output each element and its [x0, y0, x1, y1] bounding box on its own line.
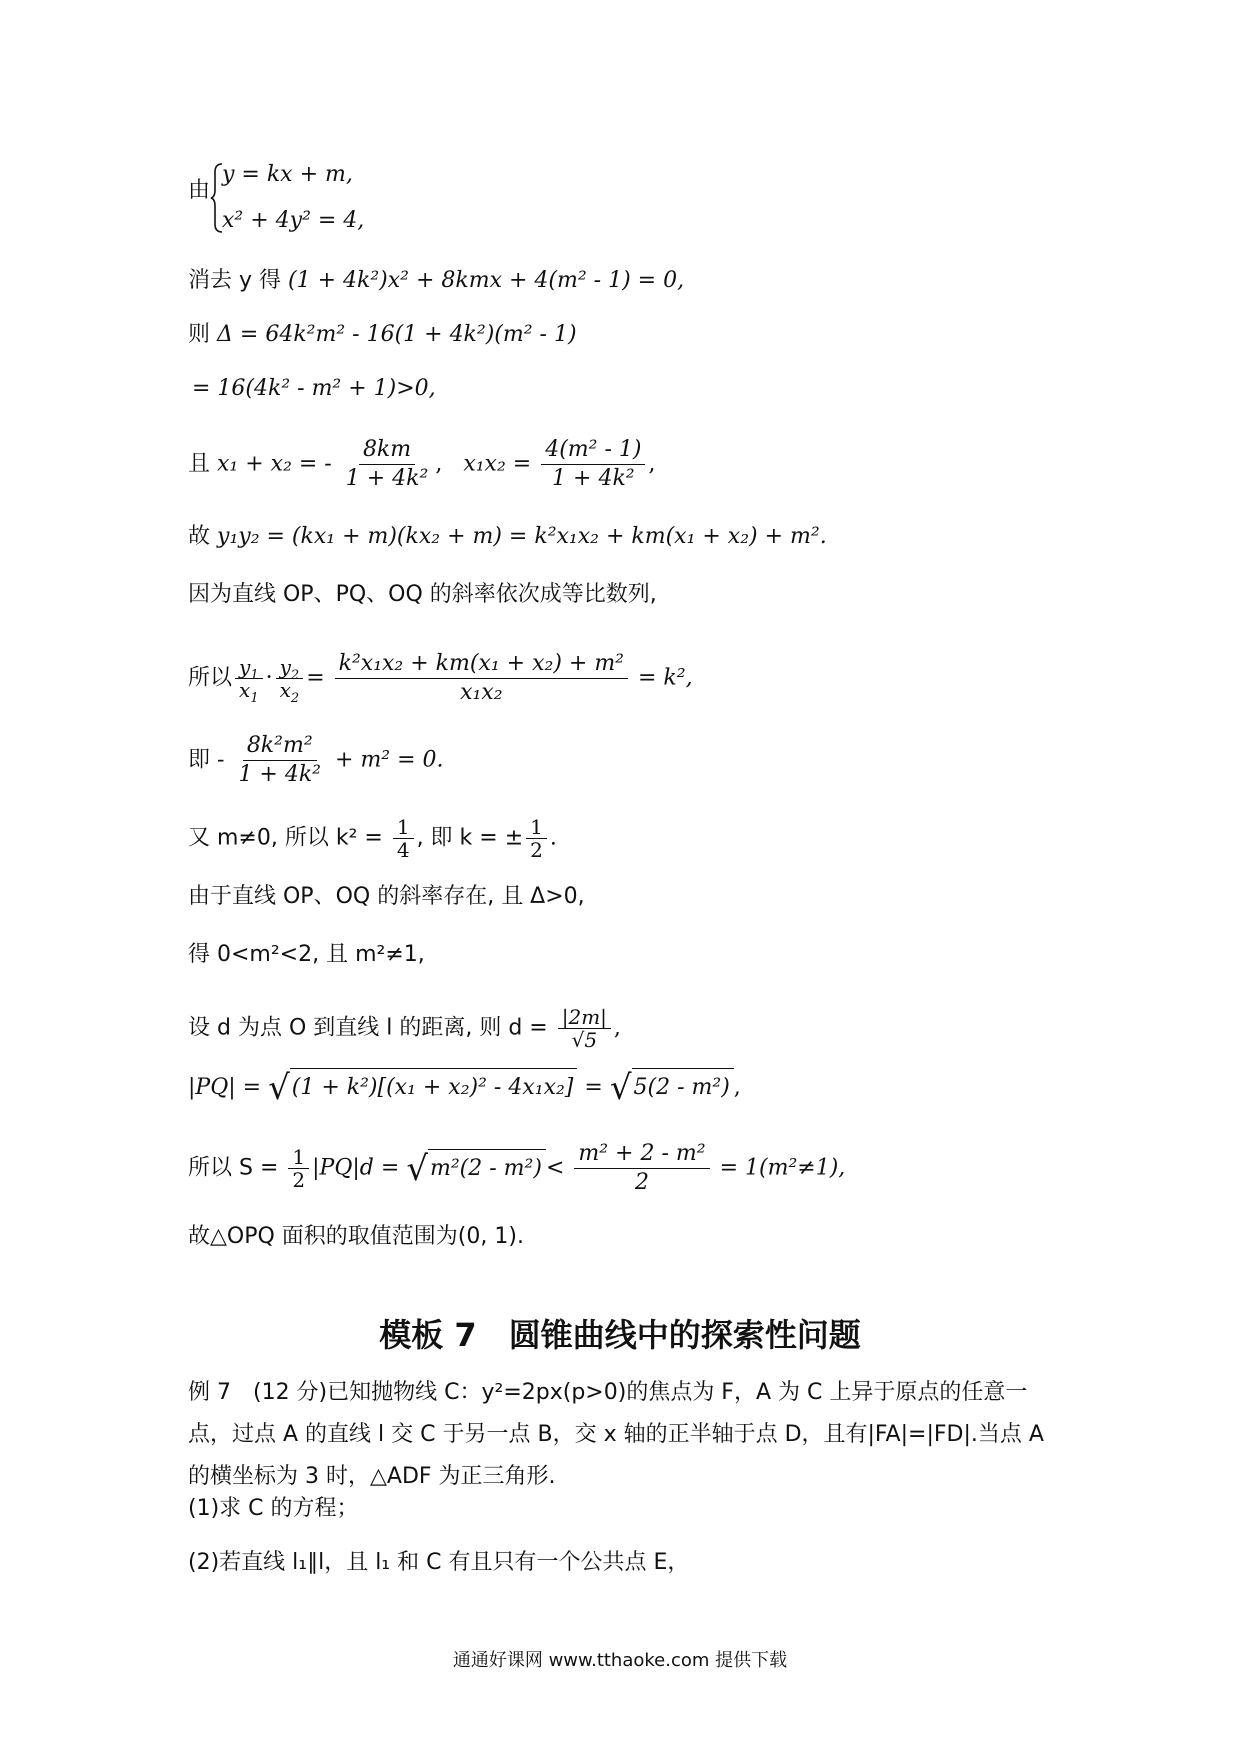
quarter-fraction: [393, 816, 414, 861]
suoyi-label: 所以: [188, 665, 233, 691]
sum-fraction: [342, 436, 433, 493]
sum-numerator: 8km: [359, 436, 415, 465]
delta-prefix: 则: [188, 322, 211, 347]
ji-denominator: 1 + 4k²: [238, 762, 322, 787]
quarter-denominator: 4: [396, 838, 410, 862]
pq-sqrt-1: √ (1 + k²)[(x₁ + x₂)² - 4x₁x₂]: [268, 1068, 577, 1108]
half-numerator: 1: [526, 816, 547, 839]
area-sqrt: √ m²(2 - m²): [406, 1149, 546, 1189]
system-equation-1: y = kx + m,: [222, 162, 353, 187]
ratio-text: 因为直线 OP、PQ、OQ 的斜率依次成等比数列,: [188, 582, 657, 607]
example-part-2: (2)若直线 l₁∥l，且 l₁ 和 C 有且只有一个公共点 E，: [188, 1550, 690, 1575]
prod-fraction: [541, 436, 645, 493]
ratio-numerator: k²x₁x₂ + km(x₁ + x₂) + m²: [335, 650, 628, 679]
pq-lhs: |PQ| =: [188, 1075, 262, 1100]
system-equation-2: x² + 4y² = 4,: [222, 208, 365, 233]
k-value-line: 又 m≠0, 所以 k² = $\frac{1}{4}$ , 即 k = ± $\frac{1}{2}$ .: [188, 815, 557, 862]
distance-line: 设 d 为点 O 到直线 l 的距离, 则 d = $\frac{|2m|}{√5}$ ,: [188, 1005, 621, 1052]
y1y2-line: [188, 522, 827, 552]
half-fraction: [526, 816, 547, 861]
conclusion-text: 故△OPQ 面积的取值范围为(0, 1).: [188, 1224, 524, 1249]
distance-root-value: 5: [584, 1028, 598, 1052]
area-radicand: m²(2 - m²): [428, 1149, 546, 1189]
quarter-numerator: 1: [393, 816, 414, 839]
area-prefix: 所以 S =: [188, 1155, 279, 1181]
distance-prefix: 设 d 为点 O 到直线 l 的距离, 则 d =: [188, 1015, 548, 1041]
pq-line: |PQ| = √ (1 + k²)[(x₁ + x₂)² - 4x₁x₂] = √ 5(2 - m²) ,: [188, 1068, 741, 1108]
ratio-line: 所以 $\frac{y_1}{x_1}$ · $\frac{y_2}{x_2}$ = $\frac{\text{k²x₁x₂ + km(x₁ + x₂) + m²}}{\text{x₁x₂}}$ = k²,: [188, 651, 693, 706]
area-mid: |PQ|d =: [312, 1155, 400, 1181]
ratio-rhs: = k²,: [638, 665, 693, 691]
area-line: [188, 1140, 845, 1197]
k-mid: , 即 k = ±: [416, 825, 524, 851]
area-less-than: <: [545, 1155, 565, 1181]
pq-sqrt-2: √ 5(2 - m²): [610, 1068, 734, 1108]
prod-lhs: x₁x₂ =: [463, 451, 532, 477]
area-fraction: [574, 1140, 709, 1197]
ji-rhs: + m² = 0.: [335, 747, 444, 773]
y1-over-x1: $\frac{y_1}{x_1}$: [235, 656, 263, 701]
yy-equation: y₁y₂ = (kx₁ + m)(kx₂ + m) = k²x₁x₂ + km(x₁ + x₂) + m².: [217, 524, 827, 549]
delta-equation-2: = 16(4k² - m² + 1)>0,: [192, 376, 436, 401]
ji-label: 即: [188, 747, 211, 773]
ratio-denominator: x₁x₂: [460, 680, 503, 705]
example-part-1: (1)求 C 的方程；: [188, 1496, 359, 1521]
y2-over-x2: $\frac{y_2}{x_2}$: [276, 656, 304, 701]
ji-numerator: 8k²m²: [243, 732, 317, 761]
yy-prefix: 故: [188, 524, 211, 549]
vieta-line: 且 x₁ + x₂ = - $\frac{8km}{\text{1 + 4k²}}$ , x₁x₂ = $\frac{\text{4(m² - 1)}}{\text{1 + 4k²}}$ ,: [188, 437, 656, 491]
you-label: 由: [188, 178, 211, 203]
range-text: 得 0<m²<2, 且 m²≠1,: [188, 942, 425, 967]
delta-equation: Δ = 64k²m² - 16(1 + 4k²)(m² - 1): [217, 322, 577, 347]
distance-fraction: [558, 1006, 611, 1051]
area-denominator: 2: [634, 1170, 649, 1195]
sum-denominator: 1 + 4k²: [345, 466, 429, 491]
eliminate-equation: (1 + 4k²)x² + 8kmx + 4(m² - 1) = 0,: [288, 268, 685, 293]
example-paragraph: 例 7 (12 分)已知抛物线 C：y²=2px(p>0)的焦点为 F，A 为 C 上异于原点的任意一点，过点 A 的直线 l 交 C 于另一点 B，交 x 轴的正半轴于点 D，且有|FA|=|FD|.当点 A 的横坐标为 3 时，△ADF 为正三角形.: [188, 1380, 1044, 1489]
existence-text: 由于直线 OP、OQ 的斜率存在, 且 Δ>0,: [188, 884, 585, 909]
sum-lhs: x₁ + x₂ = -: [217, 451, 332, 477]
eliminate-prefix: 消去 y 得: [188, 268, 282, 293]
ji-line: 即 - $\frac{\text{8k²m²}}{\text{1 + 4k²}}$ + m² = 0.: [188, 733, 444, 787]
footer-text: 通通好课网 www.tthaoke.com 提供下载: [452, 1650, 788, 1671]
prod-denominator: 1 + 4k²: [552, 466, 635, 491]
distance-denominator: √5: [571, 1028, 598, 1052]
area-rhs: = 1(m²≠1),: [719, 1155, 846, 1181]
pq-radicand-2: 5(2 - m²): [632, 1068, 734, 1108]
pq-equals: =: [584, 1075, 603, 1100]
half-denominator: 2: [530, 838, 543, 862]
area-numerator: m² + 2 - m²: [574, 1140, 709, 1169]
area-half-fraction: [288, 1146, 309, 1191]
section-heading: 模板 7 圆锥曲线中的探索性问题: [379, 1316, 861, 1354]
eliminate-line: [188, 266, 684, 296]
pq-radicand-1: (1 + k²)[(x₁ + x₂)² - 4x₁x₂]: [290, 1068, 578, 1108]
prod-numerator: 4(m² - 1): [541, 436, 645, 465]
k-prefix: 又 m≠0, 所以 k² =: [188, 825, 383, 851]
distance-numerator: |2m|: [558, 1006, 611, 1029]
sum-prefix: 且: [188, 451, 211, 477]
area-half-denominator: 2: [292, 1168, 306, 1192]
area-half-numerator: 1: [288, 1146, 309, 1169]
delta-line: [188, 320, 577, 350]
ji-fraction: [234, 732, 325, 789]
ratio-fraction: [335, 650, 628, 707]
